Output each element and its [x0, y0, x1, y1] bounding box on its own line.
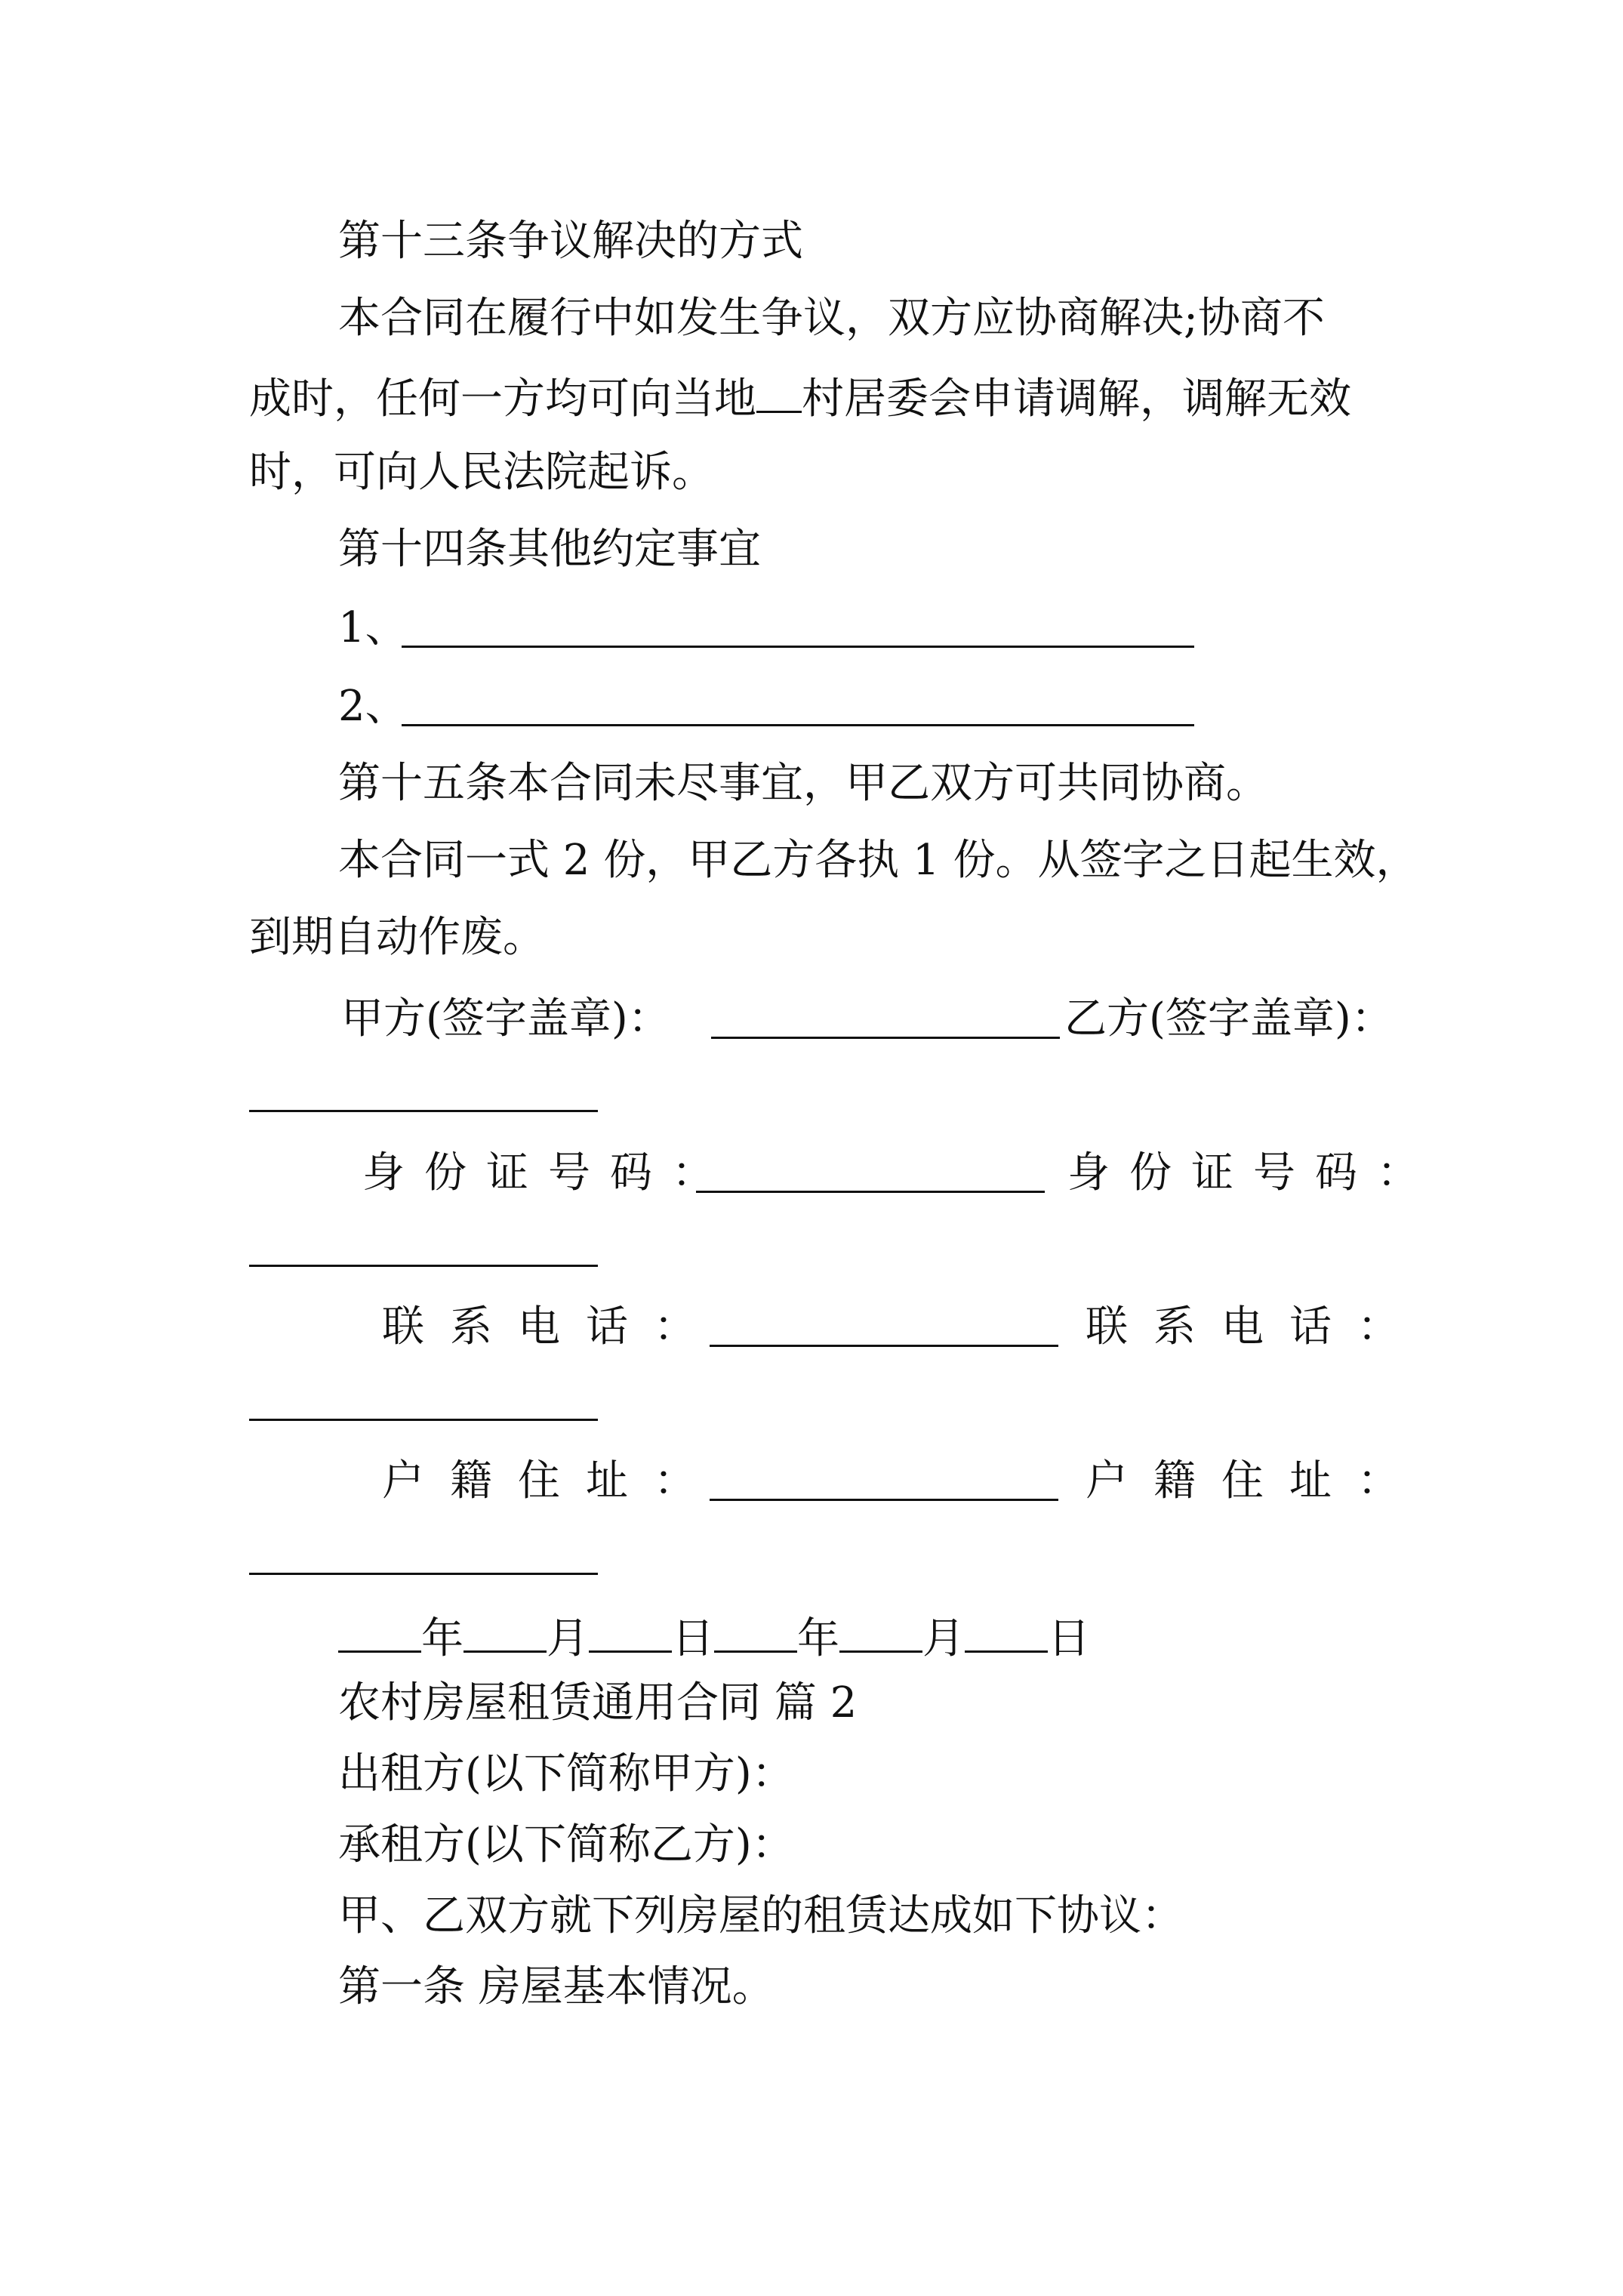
section15-heading: 第十五条本合同未尽事宜，甲乙双方可共同协商。	[338, 759, 1268, 808]
item1-blank-line[interactable]	[402, 646, 1194, 648]
section14-heading: 第十四条其他约定事宜	[338, 525, 761, 574]
item2-blank-line[interactable]	[402, 724, 1194, 726]
party-b-year-blank[interactable]	[714, 1611, 797, 1653]
party-a-month-label: 月	[547, 1614, 589, 1663]
contract2-article1: 第一条 房屋基本情况。	[338, 1962, 775, 2011]
party-b-id-blank[interactable]	[249, 1265, 598, 1267]
party-a-id-label: 身份证号码：	[362, 1148, 734, 1197]
party-a-phone-label: 联系电话：	[382, 1302, 722, 1351]
party-b-address-label: 户籍住址：	[1086, 1456, 1425, 1505]
section13-text-part2: 村居委会申请调解，调解无效	[802, 374, 1351, 424]
party-b-month-blank[interactable]	[839, 1611, 922, 1653]
section15-paragraph-line1: 本合同一式 2 份，甲乙方各执 1 份。从签字之日起生效，	[338, 836, 1418, 885]
signature-dates	[338, 1611, 1090, 1663]
party-a-phone-blank[interactable]	[710, 1345, 1058, 1347]
section14-item2	[338, 683, 408, 731]
party-a-address-blank[interactable]	[710, 1499, 1058, 1501]
party-a-day-label: 日	[672, 1614, 714, 1663]
section13-heading: 第十三条争议解决的方式	[338, 217, 803, 266]
contract2-lessor: 出租方(以下简称甲方)：	[338, 1749, 794, 1798]
party-a-signature-blank[interactable]	[711, 1037, 1060, 1039]
village-committee-blank[interactable]	[756, 371, 802, 413]
section13-paragraph-line1: 本合同在履行中如发生争议，双方应协商解决;协商不	[338, 294, 1325, 343]
party-a-address-label: 户籍住址：	[382, 1456, 722, 1505]
item1-number: 1、	[338, 603, 408, 652]
item2-number: 2、	[338, 682, 408, 731]
section15-paragraph-line2: 到期自动作废。	[249, 913, 545, 962]
party-a-signature-label: 甲方(签字盖章)：	[341, 994, 670, 1043]
party-a-month-blank[interactable]	[463, 1611, 547, 1653]
party-a-day-blank[interactable]	[589, 1611, 672, 1653]
party-a-year-label: 年	[421, 1614, 463, 1663]
party-b-id-label: 身份证号码：	[1067, 1148, 1439, 1197]
section13-text-part1: 成时，任何一方均可向当地	[249, 374, 756, 424]
party-a-id-blank[interactable]	[696, 1191, 1045, 1193]
contract2-agreement: 甲、乙双方就下列房屋的租赁达成如下协议：	[338, 1891, 1184, 1940]
party-b-phone-label: 联系电话：	[1086, 1302, 1425, 1351]
party-b-year-label: 年	[797, 1614, 839, 1663]
contract2-title: 农村房屋租赁通用合同 篇 2	[338, 1678, 858, 1727]
section13-paragraph-line3: 时，可向人民法院起诉。	[249, 448, 714, 497]
section14-item1	[338, 604, 408, 652]
party-b-phone-blank[interactable]	[249, 1419, 598, 1421]
party-b-month-label: 月	[922, 1614, 965, 1663]
party-b-signature-label: 乙方(签字盖章)：	[1064, 994, 1394, 1043]
party-b-signature-blank[interactable]	[249, 1110, 598, 1112]
contract2-lessee: 承租方(以下简称乙方)：	[338, 1820, 794, 1869]
party-b-day-label: 日	[1048, 1614, 1090, 1663]
party-a-year-blank[interactable]	[338, 1611, 421, 1653]
section13-paragraph-line2	[249, 371, 1351, 424]
party-b-address-blank[interactable]	[249, 1573, 598, 1575]
party-b-day-blank[interactable]	[965, 1611, 1048, 1653]
